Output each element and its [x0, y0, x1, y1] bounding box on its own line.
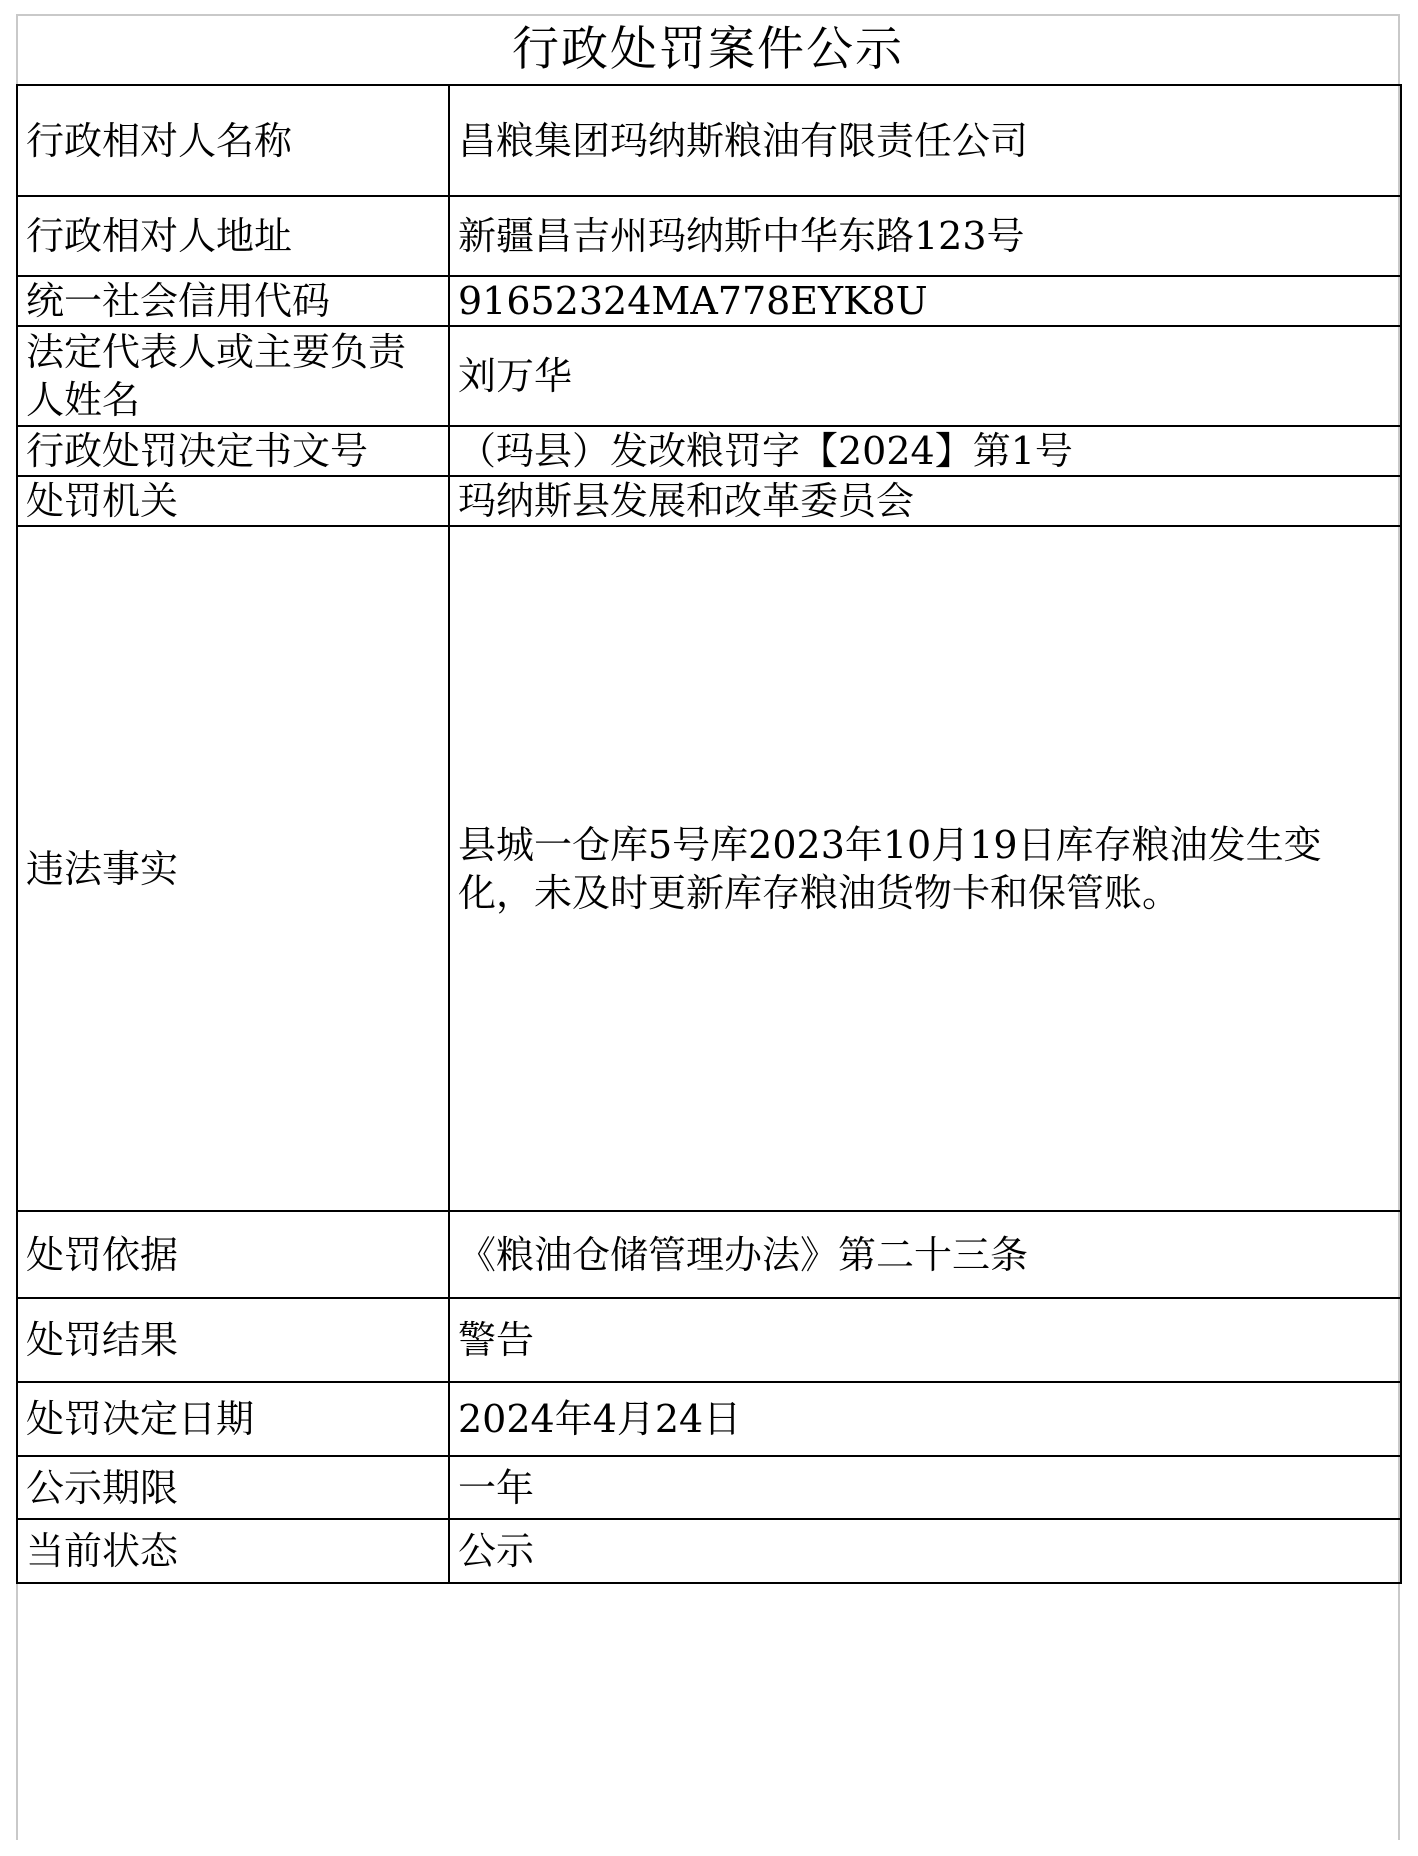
value-credit-code: 91652324MA778EYK8U [449, 276, 1401, 326]
label-party-name: 行政相对人名称 [17, 85, 449, 196]
label-legal-representative: 法定代表人或主要负责人姓名 [17, 326, 449, 426]
table-row [17, 1211, 1401, 1298]
value-penalty-authority: 玛纳斯县发展和改革委员会 [449, 476, 1401, 526]
label-penalty-basis: 处罚依据 [17, 1211, 449, 1298]
document-title: 行政处罚案件公示 [512, 22, 904, 77]
table-row [17, 85, 1401, 196]
table-row [17, 476, 1401, 526]
value-penalty-basis: 《粮油仓储管理办法》第二十三条 [449, 1211, 1401, 1298]
table-row [17, 1298, 1401, 1382]
table-row [17, 1382, 1401, 1456]
label-violation-facts: 违法事实 [17, 526, 449, 1211]
table-row [17, 276, 1401, 326]
value-legal-representative: 刘万华 [449, 326, 1401, 426]
value-decision-date: 2024年4月24日 [449, 1382, 1401, 1456]
value-violation-facts: 县城一仓库5号库2023年10月19日库存粮油发生变化，未及时更新库存粮油货物卡和保管账。 [449, 526, 1401, 1211]
table-row [17, 1519, 1401, 1583]
label-penalty-result: 处罚结果 [17, 1298, 449, 1382]
value-current-status: 公示 [449, 1519, 1401, 1583]
label-decision-number: 行政处罚决定书文号 [17, 426, 449, 476]
table-row [17, 526, 1401, 1211]
label-penalty-authority: 处罚机关 [17, 476, 449, 526]
value-party-address: 新疆昌吉州玛纳斯中华东路123号 [449, 196, 1401, 276]
table-row [17, 326, 1401, 426]
table-row [17, 426, 1401, 476]
label-decision-date: 处罚决定日期 [17, 1382, 449, 1456]
label-party-address: 行政相对人地址 [17, 196, 449, 276]
value-disclosure-period: 一年 [449, 1456, 1401, 1519]
value-decision-number: （玛县）发改粮罚字【2024】第1号 [449, 426, 1401, 476]
value-penalty-result: 警告 [449, 1298, 1401, 1382]
label-current-status: 当前状态 [17, 1519, 449, 1583]
table-row [17, 196, 1401, 276]
table-row [17, 1456, 1401, 1519]
penalty-info-table [16, 84, 1402, 1584]
value-party-name: 昌粮集团玛纳斯粮油有限责任公司 [449, 85, 1401, 196]
label-disclosure-period: 公示期限 [17, 1456, 449, 1519]
label-credit-code: 统一社会信用代码 [17, 276, 449, 326]
